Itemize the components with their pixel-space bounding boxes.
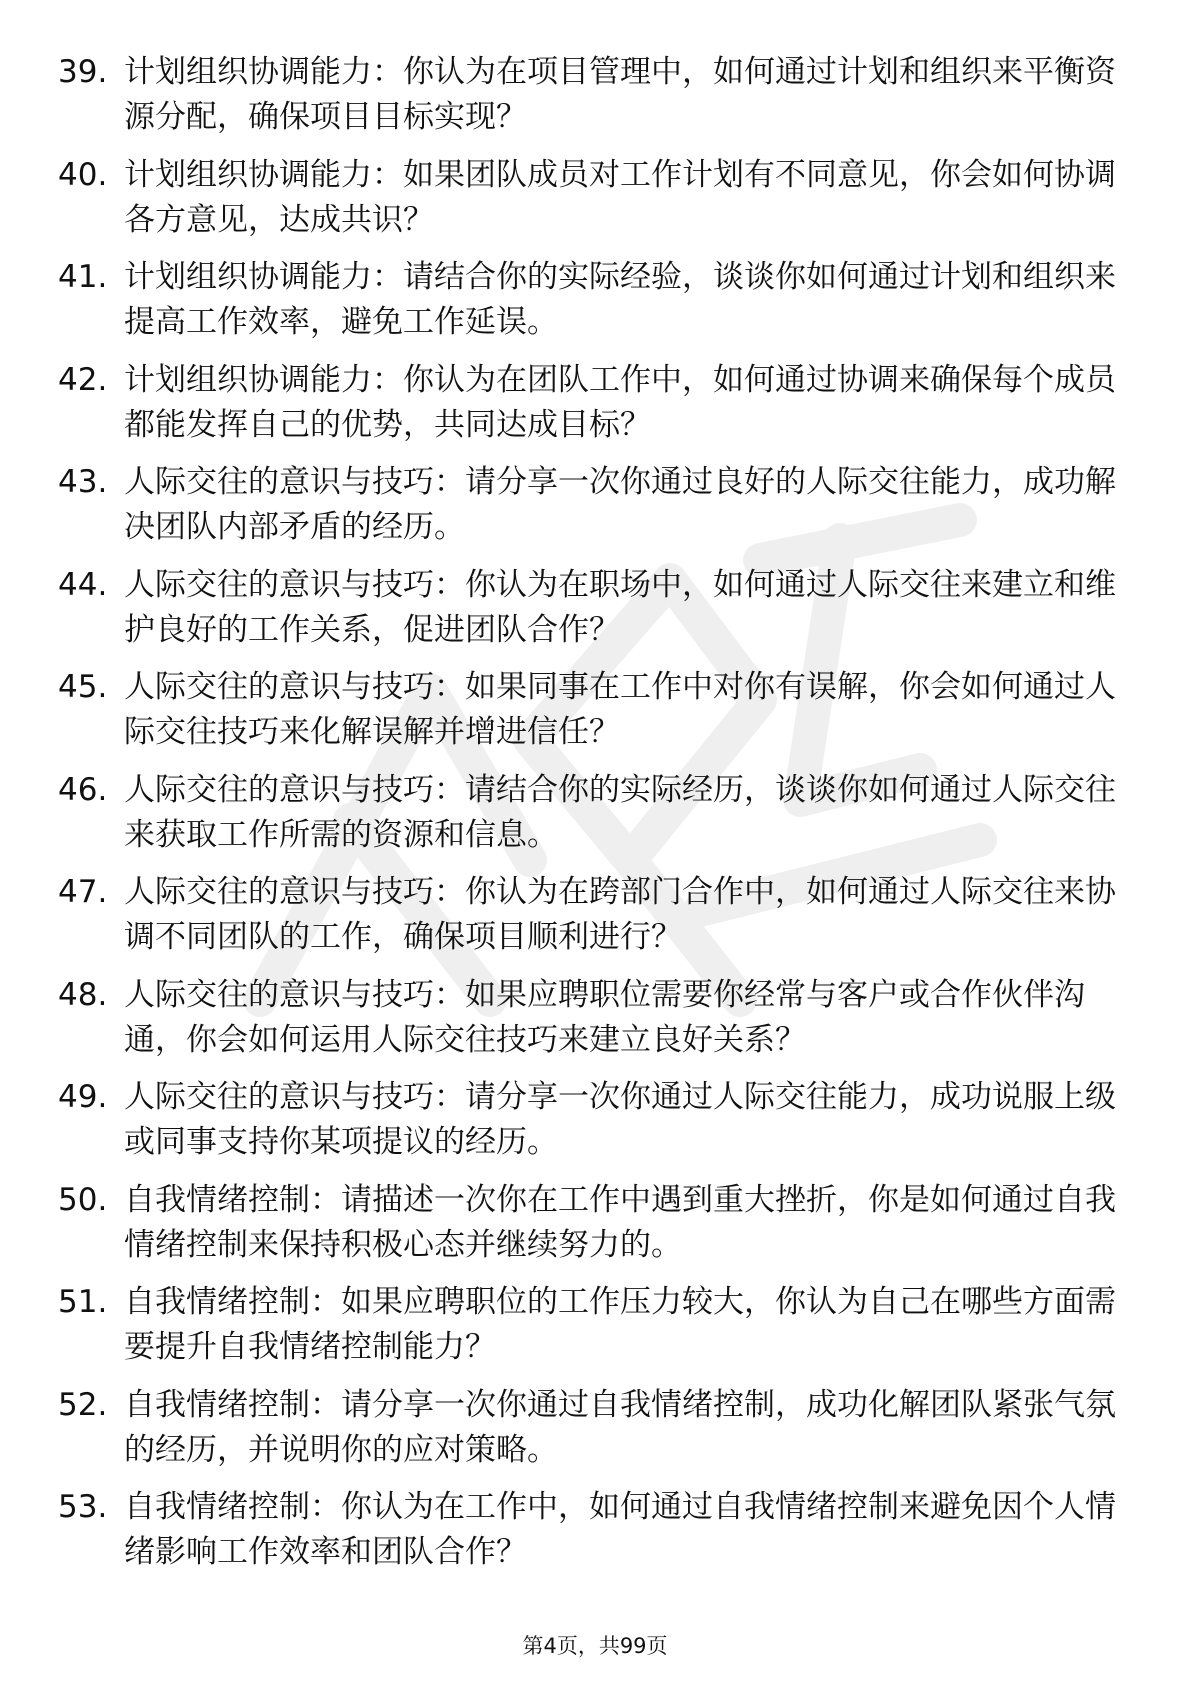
question-body <box>124 665 1128 755</box>
question-number: 52. <box>58 1386 108 1423</box>
question-body <box>124 768 1128 858</box>
question-text: 请描述一次你在工作中遇到重大挫折，你是如何通过自我情绪控制来保持积极心态并继续努力的。 <box>124 1181 1116 1263</box>
question-category: 人际交往的意识与技巧： <box>124 976 465 1013</box>
question-body <box>124 153 1128 243</box>
question-body <box>124 563 1128 653</box>
question-body <box>124 358 1128 448</box>
question-body <box>124 1075 1128 1165</box>
question-item <box>58 1280 1128 1383</box>
question-category: 计划组织协调能力： <box>124 54 403 90</box>
question-text: 请结合你的实际经验，谈谈你如何通过计划和组织来提高工作效率，避免工作延误。 <box>124 259 1116 340</box>
question-number: 40. <box>58 156 108 193</box>
question-body <box>124 460 1128 550</box>
question-category: 人际交往的意识与技巧： <box>124 1079 465 1115</box>
question-body <box>124 1383 1128 1473</box>
question-number: 41. <box>58 259 108 295</box>
question-body <box>124 973 1128 1063</box>
question-item <box>58 973 1128 1076</box>
question-item <box>58 255 1128 358</box>
question-item <box>58 870 1128 973</box>
page-number-footer: 第4页，共99页 <box>522 1634 668 1658</box>
question-body <box>124 1280 1128 1370</box>
question-category: 自我情绪控制： <box>124 1181 341 1218</box>
question-body <box>124 1485 1128 1575</box>
question-number: 44. <box>58 566 108 603</box>
question-text: 你认为在工作中，如何通过自我情绪控制来避免因个人情绪影响工作效率和团队合作？ <box>124 1489 1116 1570</box>
question-text: 你认为在跨部门合作中，如何通过人际交往来协调不同团队的工作，确保项目顺利进行？ <box>124 874 1116 955</box>
question-category: 计划组织协调能力： <box>124 259 403 295</box>
question-item <box>58 153 1128 256</box>
question-number: 49. <box>58 1079 108 1115</box>
question-number: 42. <box>58 361 108 398</box>
question-item <box>58 1075 1128 1178</box>
question-item <box>58 768 1128 871</box>
question-category: 人际交往的意识与技巧： <box>124 464 465 500</box>
question-category: 自我情绪控制： <box>124 1489 341 1525</box>
question-number: 48. <box>58 976 108 1013</box>
question-text: 你认为在团队工作中，如何通过协调来确保每个成员都能发挥自己的优势，共同达成目标？ <box>124 361 1116 443</box>
question-item <box>58 358 1128 461</box>
question-text: 请分享一次你通过自我情绪控制，成功化解团队紧张气氛的经历，并说明你的应对策略。 <box>124 1386 1116 1468</box>
question-category: 人际交往的意识与技巧： <box>124 566 465 603</box>
question-number: 43. <box>58 464 108 500</box>
question-list <box>58 50 1128 1588</box>
question-category: 人际交往的意识与技巧： <box>124 669 465 705</box>
question-item <box>58 1383 1128 1486</box>
question-text: 你认为在项目管理中，如何通过计划和组织来平衡资源分配，确保项目目标实现？ <box>124 54 1116 135</box>
question-category: 自我情绪控制： <box>124 1284 341 1320</box>
question-category: 计划组织协调能力： <box>124 156 403 193</box>
question-number: 39. <box>58 54 108 90</box>
question-number: 51. <box>58 1284 108 1320</box>
question-category: 自我情绪控制： <box>124 1386 341 1423</box>
question-item <box>58 563 1128 666</box>
question-item <box>58 50 1128 153</box>
question-category: 人际交往的意识与技巧： <box>124 874 465 910</box>
question-number: 46. <box>58 771 108 808</box>
question-body <box>124 870 1128 960</box>
question-text: 如果团队成员对工作计划有不同意见，你会如何协调各方意见，达成共识？ <box>124 156 1116 238</box>
question-item <box>58 460 1128 563</box>
question-text: 你认为在职场中，如何通过人际交往来建立和维护良好的工作关系，促进团队合作？ <box>124 566 1116 648</box>
question-item <box>58 1485 1128 1588</box>
question-text: 如果应聘职位需要你经常与客户或合作伙伴沟通，你会如何运用人际交往技巧来建立良好关系？ <box>124 976 1085 1058</box>
question-item <box>58 1178 1128 1281</box>
question-text: 如果同事在工作中对你有误解，你会如何通过人际交往技巧来化解误解并增进信任？ <box>124 669 1116 750</box>
question-body <box>124 255 1128 345</box>
question-text: 请分享一次你通过人际交往能力，成功说服上级或同事支持你某项提议的经历。 <box>124 1079 1116 1160</box>
question-number: 47. <box>58 874 108 910</box>
question-number: 45. <box>58 669 108 705</box>
question-category: 计划组织协调能力： <box>124 361 403 398</box>
question-body <box>124 1178 1128 1268</box>
question-text: 请分享一次你通过良好的人际交往能力，成功解决团队内部矛盾的经历。 <box>124 464 1116 545</box>
question-category: 人际交往的意识与技巧： <box>124 771 465 808</box>
question-body <box>124 50 1128 140</box>
question-number: 50. <box>58 1181 108 1218</box>
question-text: 请结合你的实际经历，谈谈你如何通过人际交往来获取工作所需的资源和信息。 <box>124 771 1116 853</box>
question-item <box>58 665 1128 768</box>
question-text: 如果应聘职位的工作压力较大，你认为自己在哪些方面需要提升自我情绪控制能力？ <box>124 1284 1116 1365</box>
question-number: 53. <box>58 1489 108 1525</box>
